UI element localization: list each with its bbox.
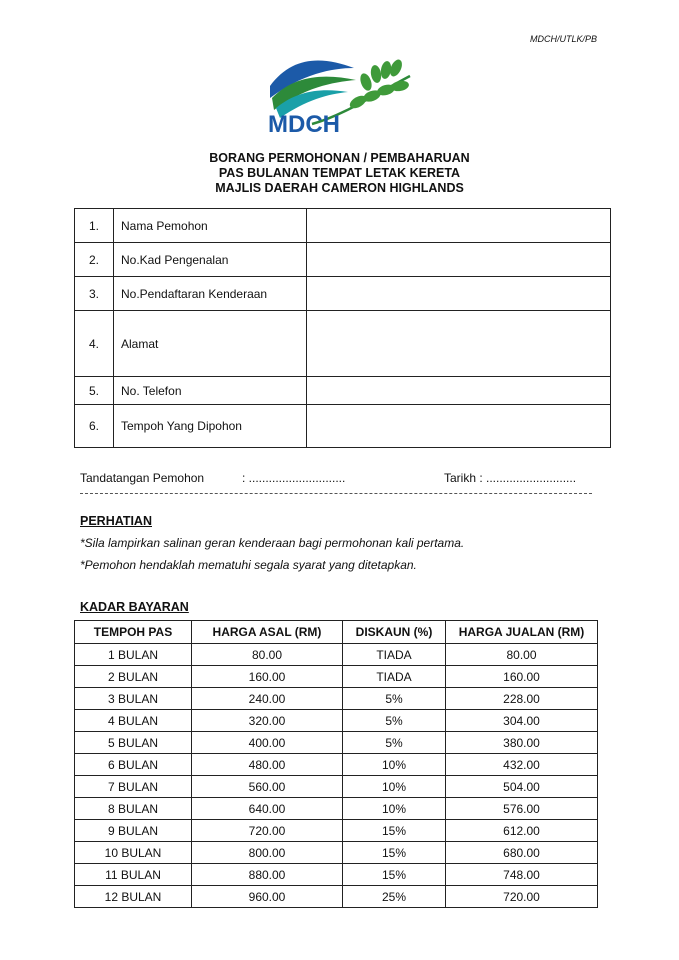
- rate-original-price: 960.00: [192, 886, 343, 908]
- col-header-discount: DISKAUN (%): [343, 621, 446, 644]
- form-row: [75, 277, 611, 311]
- rate-original-price: 80.00: [192, 644, 343, 666]
- rate-period: 1 BULAN: [75, 644, 192, 666]
- table-row: [75, 886, 598, 908]
- title-line-3: MAJLIS DAERAH CAMERON HIGHLANDS: [215, 181, 464, 195]
- applicant-name-field[interactable]: [307, 209, 611, 243]
- document-title: [0, 151, 679, 196]
- form-row-label: No.Pendaftaran Kenderaan: [114, 277, 307, 311]
- rate-discount: 15%: [343, 842, 446, 864]
- vehicle-registration-field[interactable]: [307, 277, 611, 311]
- rate-discount: 10%: [343, 754, 446, 776]
- rate-sale-price: 432.00: [446, 754, 598, 776]
- rate-original-price: 640.00: [192, 798, 343, 820]
- col-header-original-price: HARGA ASAL (RM): [192, 621, 343, 644]
- rate-original-price: 160.00: [192, 666, 343, 688]
- rate-original-price: 720.00: [192, 820, 343, 842]
- rate-period: 3 BULAN: [75, 688, 192, 710]
- form-row-label: No. Telefon: [114, 377, 307, 405]
- rate-period: 5 BULAN: [75, 732, 192, 754]
- form-row-number: 4.: [75, 311, 114, 377]
- rate-period: 4 BULAN: [75, 710, 192, 732]
- rate-sale-price: 504.00: [446, 776, 598, 798]
- rate-sale-price: 228.00: [446, 688, 598, 710]
- col-header-sale-price: HARGA JUALAN (RM): [446, 621, 598, 644]
- rate-period: 7 BULAN: [75, 776, 192, 798]
- form-row-number: 2.: [75, 243, 114, 277]
- rate-sale-price: 576.00: [446, 798, 598, 820]
- date-field[interactable]: Tarikh : ...........................: [444, 471, 577, 485]
- notice-line-2: *Pemohon hendaklah mematuhi segala syarat yang ditetapkan.: [80, 558, 417, 572]
- table-row: [75, 732, 598, 754]
- table-row: [75, 666, 598, 688]
- rate-sale-price: 612.00: [446, 820, 598, 842]
- rate-discount: 5%: [343, 688, 446, 710]
- requested-period-field[interactable]: [307, 405, 611, 448]
- rate-original-price: 880.00: [192, 864, 343, 886]
- rate-sale-price: 304.00: [446, 710, 598, 732]
- rate-period: 8 BULAN: [75, 798, 192, 820]
- table-row: [75, 644, 598, 666]
- table-row: [75, 798, 598, 820]
- table-row: [75, 776, 598, 798]
- form-row-label: Nama Pemohon: [114, 209, 307, 243]
- table-row: [75, 820, 598, 842]
- rate-sale-price: 160.00: [446, 666, 598, 688]
- rates-header-row: [75, 621, 598, 644]
- application-form-table: [74, 208, 611, 448]
- rates-heading: KADAR BAYARAN: [80, 600, 189, 614]
- rate-original-price: 240.00: [192, 688, 343, 710]
- rate-discount: 10%: [343, 798, 446, 820]
- rate-sale-price: 748.00: [446, 864, 598, 886]
- rate-period: 12 BULAN: [75, 886, 192, 908]
- form-row-label: Alamat: [114, 311, 307, 377]
- title-line-1: BORANG PERMOHONAN / PEMBAHARUAN: [209, 151, 470, 165]
- signature-field[interactable]: : .............................: [242, 471, 346, 485]
- form-row-number: 1.: [75, 209, 114, 243]
- mdch-logo: [262, 46, 418, 136]
- rate-discount: 5%: [343, 732, 446, 754]
- form-row: [75, 243, 611, 277]
- document-ref-code: MDCH/UTLK/PB: [529, 34, 597, 44]
- form-row-label: No.Kad Pengenalan: [114, 243, 307, 277]
- table-row: [75, 864, 598, 886]
- form-row-number: 6.: [75, 405, 114, 448]
- rate-original-price: 800.00: [192, 842, 343, 864]
- rate-period: 6 BULAN: [75, 754, 192, 776]
- rate-original-price: 560.00: [192, 776, 343, 798]
- col-header-period: TEMPOH PAS: [75, 621, 192, 644]
- rate-sale-price: 720.00: [446, 886, 598, 908]
- rate-original-price: 320.00: [192, 710, 343, 732]
- rate-discount: TIADA: [343, 666, 446, 688]
- notice-line-1: *Sila lampirkan salinan geran kenderaan bagi permohonan kali pertama.: [80, 536, 465, 550]
- table-row: [75, 710, 598, 732]
- form-row-number: 5.: [75, 377, 114, 405]
- table-row: [75, 842, 598, 864]
- rates-table: [74, 620, 598, 908]
- title-line-2: PAS BULANAN TEMPAT LETAK KERETA: [218, 166, 461, 180]
- form-row: [75, 311, 611, 377]
- logo-text: MDCH: [268, 111, 340, 136]
- rate-discount: 15%: [343, 864, 446, 886]
- form-row: [75, 209, 611, 243]
- rate-discount: 10%: [343, 776, 446, 798]
- rate-discount: 5%: [343, 710, 446, 732]
- rate-sale-price: 380.00: [446, 732, 598, 754]
- form-row: [75, 405, 611, 448]
- rate-sale-price: 680.00: [446, 842, 598, 864]
- table-row: [75, 688, 598, 710]
- signature-label: Tandatangan Pemohon: [80, 471, 205, 485]
- address-field[interactable]: [307, 311, 611, 377]
- ic-number-field[interactable]: [307, 243, 611, 277]
- rate-discount: 15%: [343, 820, 446, 842]
- rate-period: 11 BULAN: [75, 864, 192, 886]
- rate-discount: 25%: [343, 886, 446, 908]
- rate-period: 10 BULAN: [75, 842, 192, 864]
- rate-period: 2 BULAN: [75, 666, 192, 688]
- phone-field[interactable]: [307, 377, 611, 405]
- rate-sale-price: 80.00: [446, 644, 598, 666]
- rate-original-price: 480.00: [192, 754, 343, 776]
- rates-body: [75, 644, 598, 908]
- rate-period: 9 BULAN: [75, 820, 192, 842]
- form-row: [75, 377, 611, 405]
- form-row-label: Tempoh Yang Dipohon: [114, 405, 307, 448]
- rate-original-price: 400.00: [192, 732, 343, 754]
- form-row-number: 3.: [75, 277, 114, 311]
- dashed-divider: [80, 493, 592, 494]
- notice-heading: PERHATIAN: [80, 514, 152, 528]
- table-row: [75, 754, 598, 776]
- rate-discount: TIADA: [343, 644, 446, 666]
